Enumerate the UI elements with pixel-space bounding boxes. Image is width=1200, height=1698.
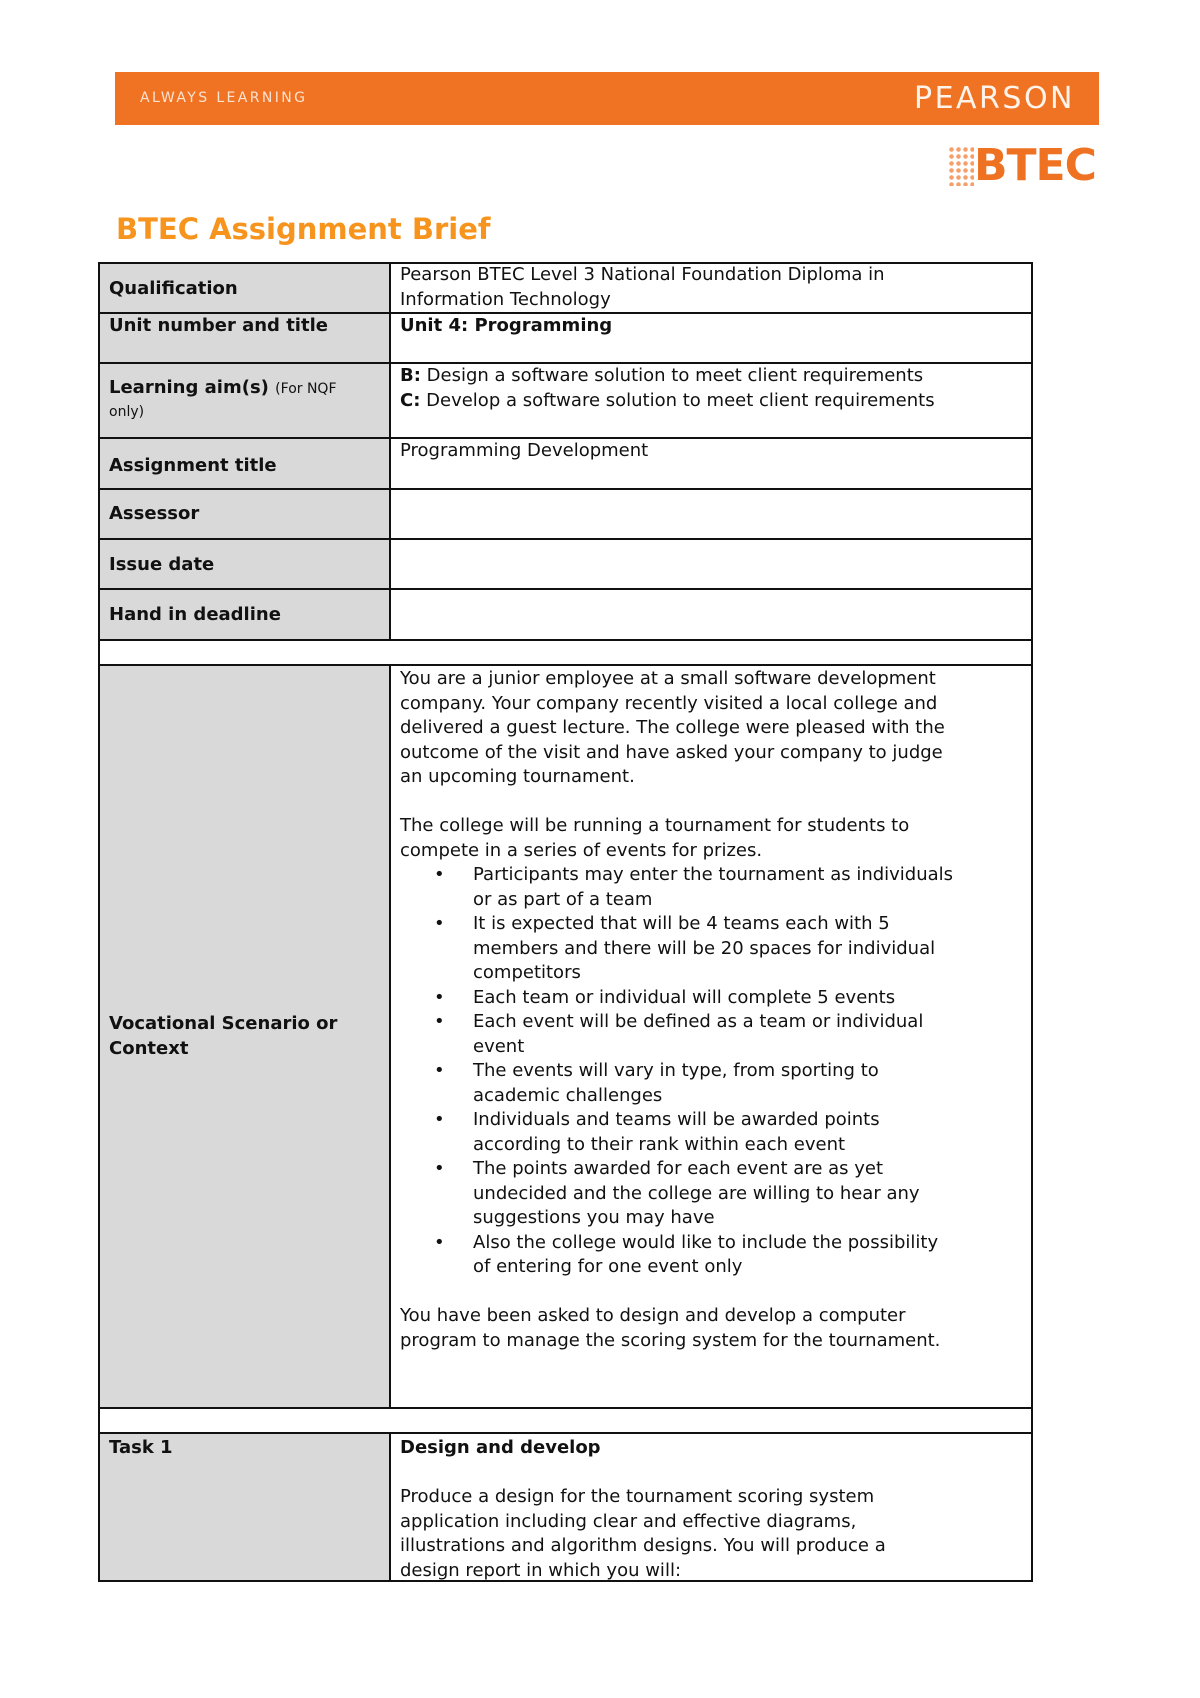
row-learning-aims [98,362,1033,437]
row-deadline [98,588,1033,639]
value-task-1 [400,1436,886,1583]
pearson-banner [115,72,1099,125]
value-learning-aims [400,364,935,413]
aim-b: B: Design a software solution to meet client requirements [400,365,924,386]
text-line: Each event will be defined as a team or individual [473,1011,924,1032]
label-assignment-title: Assignment title [109,455,277,476]
text-line: Information Technology [400,288,611,310]
value-assignment-title: Programming Development [400,440,649,461]
text-line: according to their rank within each event [473,1133,846,1155]
label-unit: Unit number and title [109,315,328,336]
bullet-icon: • [434,1231,445,1253]
task-1-heading: Design and develop [400,1437,601,1458]
text-line: academic challenges [473,1084,663,1106]
text-line: The college will be running a tournament for students to [400,815,910,836]
scenario-paragraph-2 [400,814,953,863]
task-1-description [400,1485,886,1583]
btec-logo-text: BTEC [974,140,1096,191]
row-issue-date [98,538,1033,588]
row-scenario [98,664,1033,1407]
text-line: design report in which you will: [400,1559,682,1581]
value-scenario [400,667,953,1353]
bullet-icon: • [434,1011,445,1032]
list-item [400,863,953,912]
list-item [400,1231,953,1280]
list-item [400,1108,953,1157]
aim-c: C: Develop a software solution to meet client requirements [400,389,935,411]
text-line: company. Your company recently visited a local college and [400,692,938,714]
pearson-logo: PEARSON [913,81,1075,116]
text-line: It is expected that will be 4 teams each with 5 [473,913,890,934]
btec-logo [948,140,1098,192]
text-line: Also the college would like to include the possibility [473,1231,939,1253]
text-line: suggestions you may have [473,1207,715,1228]
bullet-icon: • [434,1060,445,1081]
text-line: delivered a guest lecture. The college were pleased with the [400,717,945,738]
text-line: competitors [473,962,581,983]
text-line: event [473,1035,525,1057]
label-issue-date: Issue date [109,554,215,575]
text-line: The events will vary in type, from sporting to [473,1060,879,1081]
text-line: Participants may enter the tournament as individuals [473,864,954,885]
row-assessor [98,488,1033,538]
label-assessor: Assessor [109,503,200,524]
scenario-bullet-list [400,863,953,1280]
scenario-paragraph-3 [400,1304,953,1353]
row-unit [98,312,1033,362]
text-line: undecided and the college are willing to hear any [473,1182,920,1204]
spacer-row [98,1407,1033,1432]
bullet-icon: • [434,1109,445,1130]
banner-tagline: ALWAYS LEARNING [140,90,308,106]
value-qualification [400,263,885,312]
list-item [400,1010,953,1059]
bullet-icon: • [434,913,445,934]
text-line: an upcoming tournament. [400,766,635,787]
spacer-row [98,639,1033,664]
text-line: Vocational Scenario or [109,1013,338,1034]
text-line: Produce a design for the tournament scoring system [400,1486,875,1507]
text-line: illustrations and algorithm designs. You will produce a [400,1535,886,1556]
text-line: of entering for one event only [473,1256,743,1277]
bullet-icon: • [434,1158,445,1179]
text-line: Context [109,1037,189,1059]
text-line: You are a junior employee at a small software development [400,668,936,689]
text-line: The points awarded for each event are as yet [473,1158,884,1179]
text-line: compete in a series of events for prizes. [400,839,763,861]
row-qualification [98,262,1033,312]
btec-dots-icon [948,146,974,186]
label-learning-aims: Learning aim(s) (For NQF only) [109,377,337,420]
text-line: members and there will be 20 spaces for individual [473,937,936,959]
list-item [400,1157,953,1231]
text-line: or as part of a team [473,888,653,910]
text-line: Each team or individual will complete 5 events [473,986,896,1008]
value-unit: Unit 4: Programming [400,315,613,336]
list-item [400,1059,953,1108]
label-deadline: Hand in deadline [109,604,281,625]
text-line: Individuals and teams will be awarded points [473,1109,880,1130]
text-line: Pearson BTEC Level 3 National Foundation Diploma in [400,264,885,285]
label-task-1: Task 1 [109,1437,173,1458]
scenario-paragraph-1 [400,667,953,790]
list-item [400,912,953,986]
row-assignment-title [98,437,1033,488]
text-line: application including clear and effective diagrams, [400,1510,857,1532]
label-scenario [109,1012,337,1061]
row-task-1 [98,1432,1033,1582]
page-title: BTEC Assignment Brief [116,212,491,246]
bullet-icon: • [434,864,445,885]
list-item [400,986,953,1011]
text-line: program to manage the scoring system for the tournament. [400,1329,941,1351]
assignment-brief-table [98,262,1033,1582]
text-line: outcome of the visit and have asked your company to judge [400,741,943,763]
label-qualification: Qualification [109,278,238,299]
bullet-icon: • [434,986,445,1008]
text-line: You have been asked to design and develop a computer [400,1305,906,1326]
